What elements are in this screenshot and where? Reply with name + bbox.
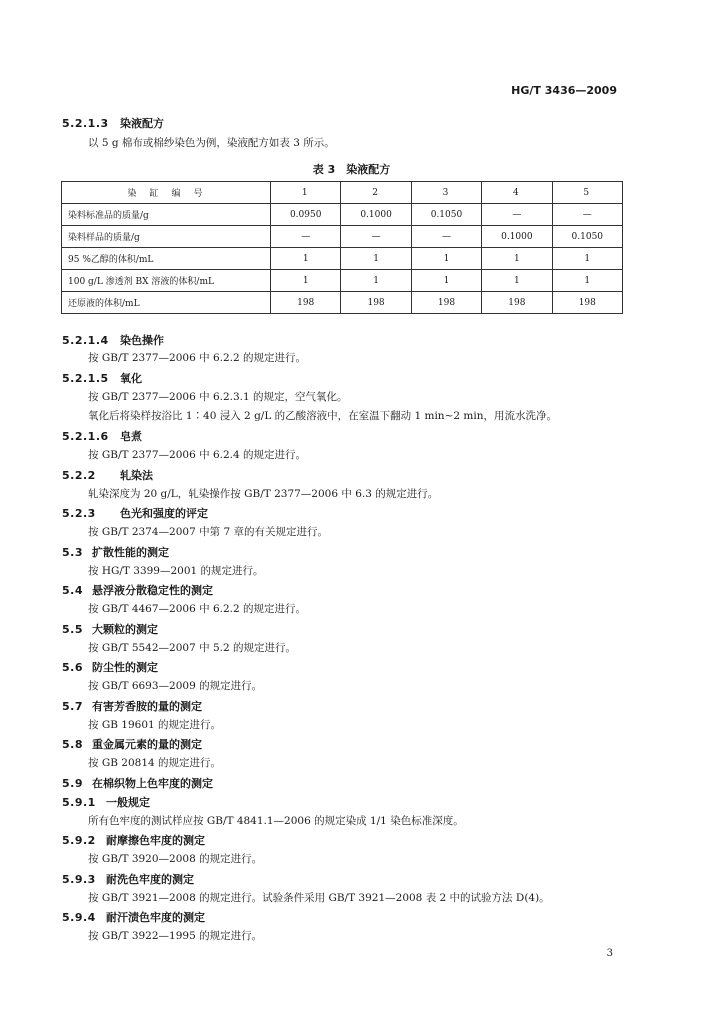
clause-title: 重金属元素的量的测定 [92,738,202,751]
standard-number: HG/T 3436—2009 [511,84,617,97]
table-cell: 1 [552,270,622,292]
table-header-cell: 染 缸 编 号 [62,182,271,204]
paragraph: 按 GB/T 2377—2006 中 6.2.4 的规定进行。 [88,449,306,461]
paragraph: 按 GB/T 5542—2007 中 5.2 的规定进行。 [88,642,296,654]
paragraph: 按 GB/T 2377—2006 中 6.2.2 的规定进行。 [88,352,306,364]
heading-5-2-1-6 [62,428,142,444]
clause-number: 5.8 [62,738,83,751]
table-cell: 0.1000 [482,226,552,248]
table-cell: 0.0950 [271,204,341,226]
clause-title: 皂煮 [120,430,142,443]
table-cell: — [482,204,552,226]
table-cell: 1 [411,270,481,292]
clause-number: 5.5 [62,623,83,636]
paragraph: 按 GB 19601 的规定进行。 [88,719,222,731]
heading-5-9-4 [62,909,205,925]
table-header-cell: 2 [341,182,411,204]
clause-number: 5.9.4 [62,911,96,924]
table-cell: 1 [341,248,411,270]
clause-title: 扩散性能的测定 [92,546,169,559]
clause-title: 大颗粒的测定 [92,623,158,636]
paragraph: 以 5 g 棉布或棉纱染色为例，染液配方如表 3 所示。 [88,137,335,149]
paragraph: 按 GB/T 4467—2006 中 6.2.2 的规定进行。 [88,603,306,615]
clause-number: 5.3 [62,546,83,559]
clause-number: 5.6 [62,661,83,674]
table-header-cell: 5 [552,182,622,204]
table-cell: — [552,204,622,226]
clause-title: 耐洗色牢度的测定 [106,873,194,886]
heading-5-9 [62,775,213,791]
table-header-cell: 3 [411,182,481,204]
table-header-cell: 4 [482,182,552,204]
clause-number: 5.2.1.3 [62,117,109,130]
clause-title: 耐摩擦色牢度的测定 [106,834,205,847]
table-cell: 198 [341,292,411,314]
clause-number: 5.4 [62,584,83,597]
table-cell: 1 [482,248,552,270]
heading-5-9-2 [62,832,205,848]
table-cell: 染料标准品的质量/g [62,204,271,226]
clause-title: 有害芳香胺的量的测定 [92,700,202,713]
heading-5-8 [62,736,202,752]
clause-number: 5.9.1 [62,796,96,809]
table-cell: 1 [482,270,552,292]
table-cell: 0.1050 [411,204,481,226]
table-cell: 198 [482,292,552,314]
table-row [62,270,623,292]
paragraph: 按 HG/T 3399—2001 的规定进行。 [88,565,264,577]
page-number: 3 [606,948,613,959]
clause-title: 染色操作 [120,334,164,347]
table-cell: 198 [411,292,481,314]
heading-5-9-3 [62,871,194,887]
paragraph: 按 GB/T 3921—2008 的规定进行。试验条件采用 GB/T 3921—2008 表 2 中的试验方法 D(4)。 [88,892,550,904]
paragraph: 轧染深度为 20 g/L，轧染操作按 GB/T 2377—2006 中 6.3 的规定进行。 [88,488,439,500]
paragraph: 按 GB 20814 的规定进行。 [88,757,222,769]
heading-5-7 [62,698,202,714]
table-cell: 还原液的体积/mL [62,292,271,314]
table-cell: 95 %乙醇的体积/mL [62,248,271,270]
paragraph: 按 GB/T 3922—1995 的规定进行。 [88,930,263,942]
heading-5-5 [62,621,158,637]
table-cell: 0.1050 [552,226,622,248]
paragraph: 按 GB/T 3920—2008 的规定进行。 [88,853,263,865]
table-row [62,292,623,314]
clause-title: 氧化 [120,372,142,385]
heading-5-4 [62,582,213,598]
paragraph: 所有色牢度的测试样应按 GB/T 4841.1—2006 的规定染成 1/1 染色标准深度。 [88,815,464,827]
clause-number: 5.2.1.6 [62,430,109,443]
heading-5-3 [62,544,169,560]
heading-5-2-3 [62,505,208,521]
table-header-row [62,182,623,204]
table-cell: — [411,226,481,248]
clause-title: 染液配方 [120,117,164,130]
table-cell: — [341,226,411,248]
clause-title: 轧染法 [120,469,153,482]
clause-title: 色光和强度的评定 [120,507,208,520]
dye-formula-table [61,181,623,314]
heading-5-2-1-5 [62,370,142,386]
table-header-cell: 1 [271,182,341,204]
paragraph: 按 GB/T 6693—2009 的规定进行。 [88,680,263,692]
clause-number: 5.2.2 [62,469,96,482]
clause-title: 防尘性的测定 [92,661,158,674]
clause-number: 5.9.2 [62,834,96,847]
paragraph: 按 GB/T 2374—2007 中第 7 章的有关规定进行。 [88,526,328,538]
clause-title: 一般规定 [106,796,150,809]
table-cell: 198 [552,292,622,314]
paragraph: 氧化后将染样按浴比 1∶40 浸入 2 g/L 的乙酸溶液中，在室温下翻动 1 min~2 min，用流水洗净。 [88,410,557,422]
table-cell: 染料样品的质量/g [62,226,271,248]
clause-number: 5.7 [62,700,83,713]
table-cell: 198 [271,292,341,314]
clause-title: 悬浮液分散稳定性的测定 [92,584,213,597]
heading-5-6 [62,659,158,675]
table-cell: 1 [271,248,341,270]
clause-number: 5.9 [62,777,83,790]
table-row [62,248,623,270]
heading-5-2-2 [62,467,153,483]
table-cell: — [271,226,341,248]
clause-number: 5.9.3 [62,873,96,886]
table-cell: 1 [341,270,411,292]
clause-number: 5.2.3 [62,507,96,520]
table-cell: 1 [411,248,481,270]
clause-title: 耐汗渍色牢度的测定 [106,911,205,924]
clause-number: 5.2.1.4 [62,334,109,347]
table-row [62,204,623,226]
table-row [62,226,623,248]
table-cell: 0.1000 [341,204,411,226]
table-cell: 1 [271,270,341,292]
heading-5-2-1-3 [62,115,164,131]
table-caption: 表 3 染液配方 [312,163,391,176]
table-cell: 1 [552,248,622,270]
paragraph: 按 GB/T 2377—2006 中 6.2.3.1 的规定，空气氧化。 [88,391,348,403]
heading-5-2-1-4 [62,332,164,348]
clause-title: 在棉织物上色牢度的测定 [92,777,213,790]
table-cell: 100 g/L 渗透剂 BX 溶液的体积/mL [62,270,271,292]
clause-number: 5.2.1.5 [62,372,109,385]
heading-5-9-1 [62,794,150,810]
